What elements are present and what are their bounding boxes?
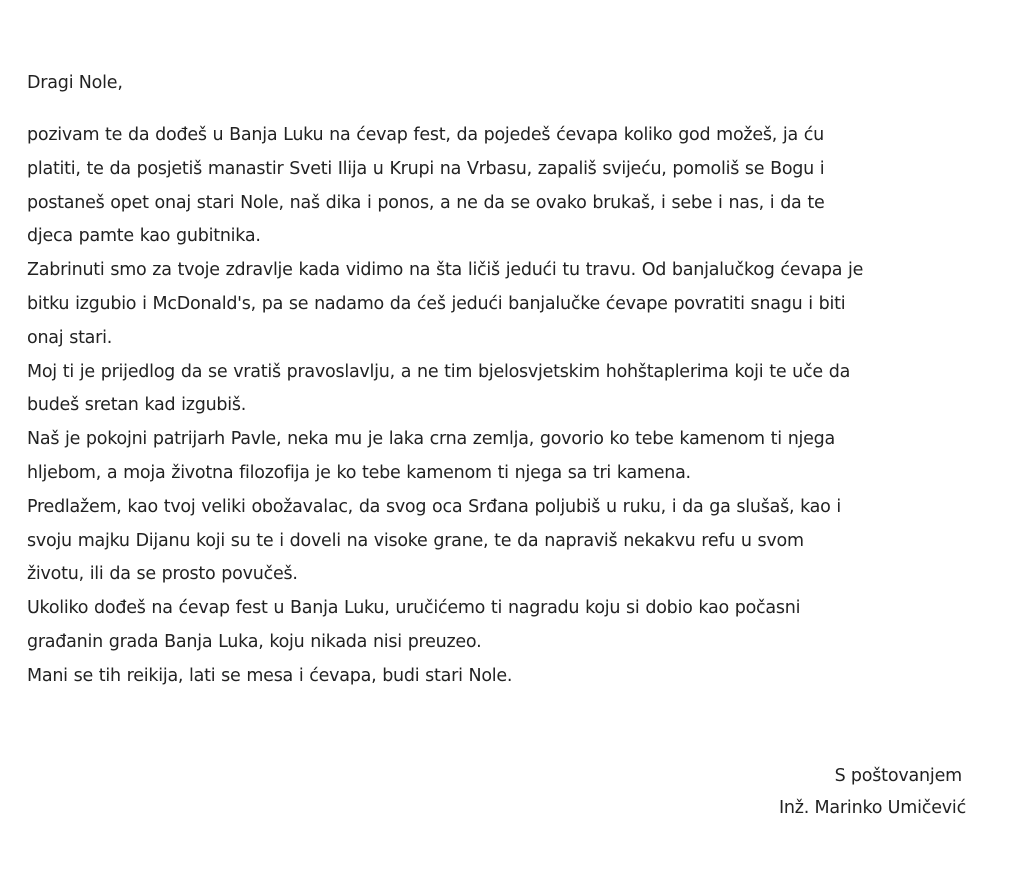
letter-body xyxy=(27,119,1017,694)
letter-signature xyxy=(779,760,966,824)
letter-line: Predlažem, kao tvoj veliki obožavalac, da svog oca Srđana poljubiš u ruku, i da ga slušaš, kao i xyxy=(27,496,842,517)
letter-line: Mani se tih reikija, lati se mesa i ćevapa, budi stari Nole. xyxy=(27,665,513,686)
letter-line: postaneš opet onaj stari Nole, naš dika i ponos, a ne da se ovako brukaš, i sebe i nas, i da te xyxy=(27,192,825,213)
letter xyxy=(27,66,1017,694)
letter-line: životu, ili da se prosto povučeš. xyxy=(27,564,298,585)
letter-line: bitku izgubio i McDonald's, pa se nadamo da ćeš jedući banjalučke ćevape povratiti snagu i biti xyxy=(27,293,846,314)
letter-line: djeca pamte kao gubitnika. xyxy=(27,226,261,247)
letter-greeting: Dragi Nole, xyxy=(27,73,123,93)
letter-line: građanin grada Banja Luka, koju nikada nisi preuzeo. xyxy=(27,631,482,652)
letter-line: pozivam te da dođeš u Banja Luku na ćevap fest, da pojedeš ćevapa koliko god možeš, ja ću xyxy=(27,125,824,145)
letter-line: platiti, te da posjetiš manastir Sveti Ilija u Krupi na Vrbasu, zapališ svijeću, pomoliš se Bogu i xyxy=(27,158,825,179)
letter-line: onaj stari. xyxy=(27,327,113,348)
signature-name: Inž. Marinko Umičević xyxy=(778,798,966,818)
letter-line: Naš je pokojni patrijarh Pavle, neka mu je laka crna zemlja, govorio ko tebe kamenom ti njega xyxy=(27,429,836,450)
letter-line: Ukoliko dođeš na ćevap fest u Banja Luku, uručićemo ti nagradu koju si dobio kao počasni xyxy=(27,598,801,619)
letter-line: budeš sretan kad izgubiš. xyxy=(27,395,247,416)
letter-line: Zabrinuti smo za tvoje zdravlje kada vidimo na šta ličiš jedući tu travu. Od banjalučkog ćevapa je xyxy=(27,260,864,281)
letter-line: hljebom, a moja životna filozofija je ko tebe kamenom ti njega sa tri kamena. xyxy=(27,462,691,483)
letter-line: Moj ti je prijedlog da se vratiš pravoslavlju, a ne tim bjelosvjetskim hohštaplerima koji te uče da xyxy=(27,361,851,382)
letter-line: svoju majku Dijanu koji su te i doveli na visoke grane, te da napraviš nekakvu refu u svom xyxy=(27,530,804,551)
signature-closing: S poštovanjem xyxy=(834,766,962,786)
